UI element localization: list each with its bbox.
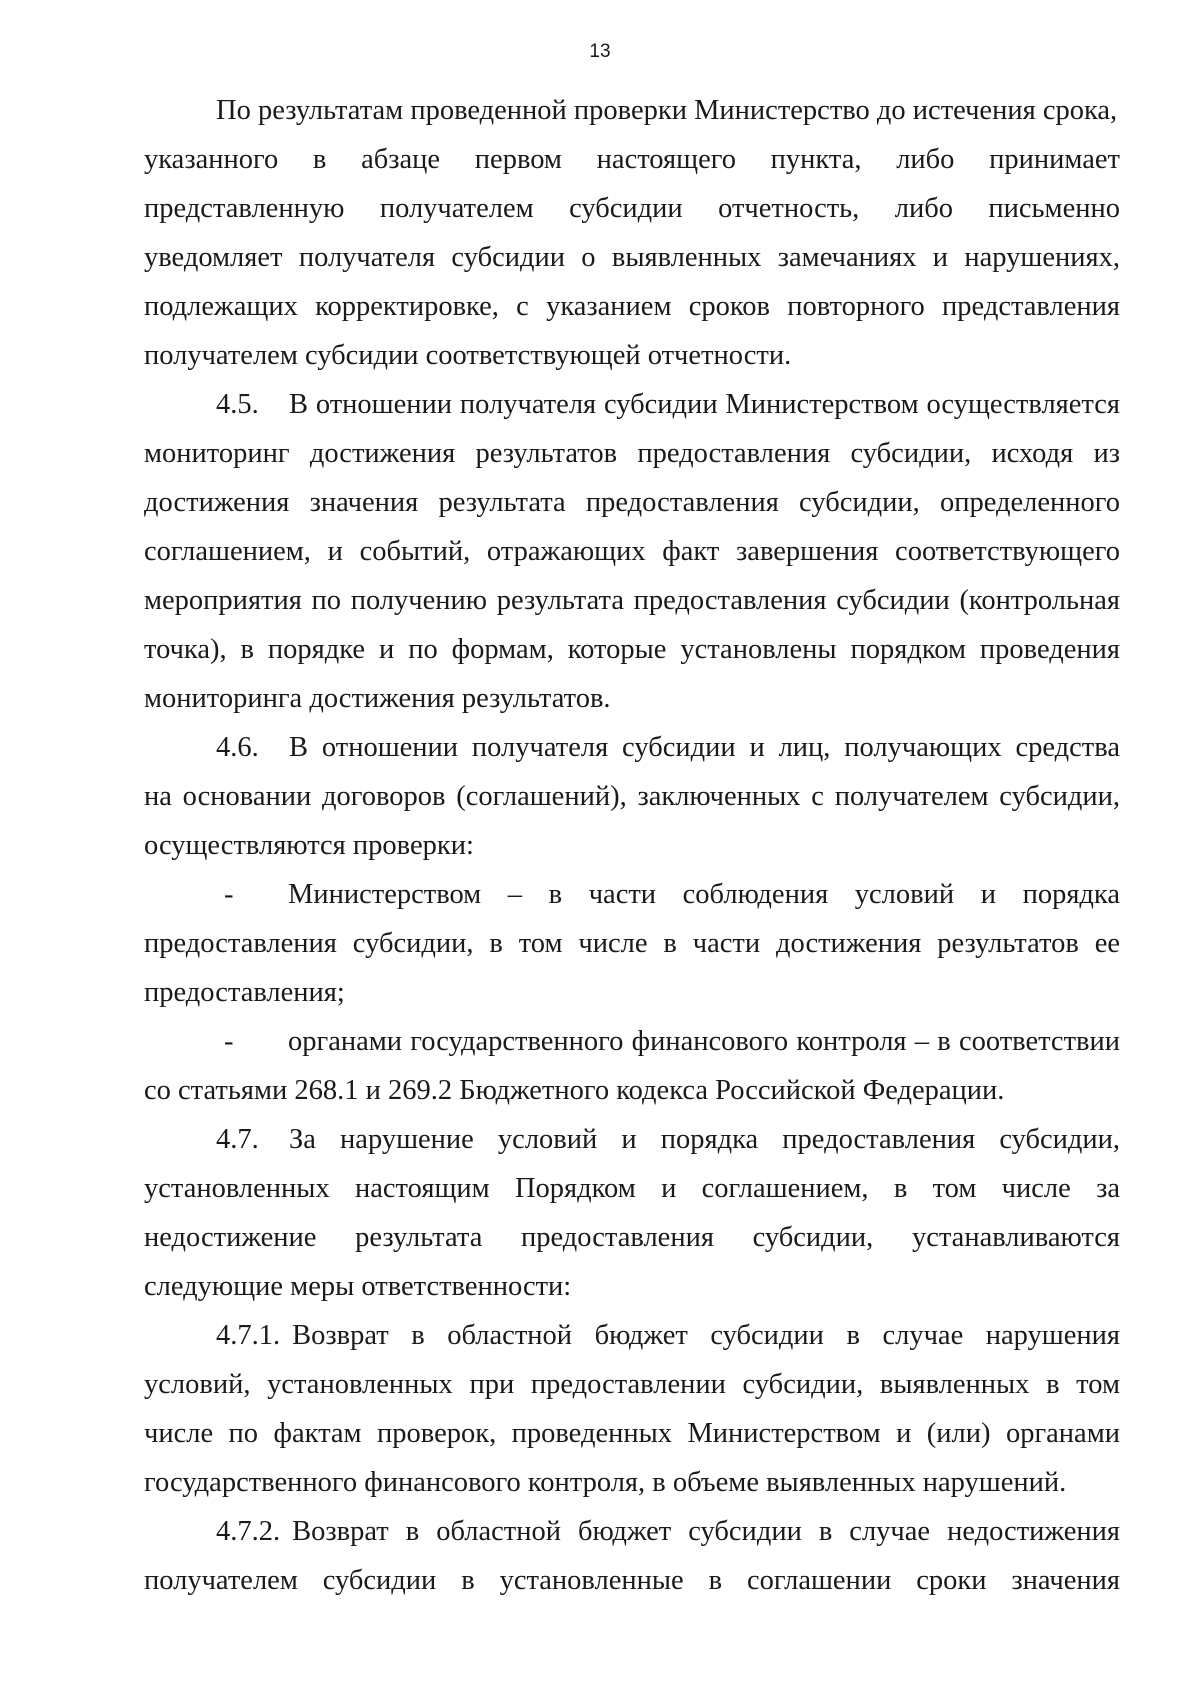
text-line: получателем субсидии в установленные в соглашении сроки значения: [144, 1565, 1120, 1596]
text-line: следующие меры ответственности:: [144, 1271, 572, 1302]
clause-number: 4.7.1.: [216, 1320, 281, 1351]
paragraph-4-5: [144, 380, 1120, 723]
clause-number: 4.7.: [216, 1124, 259, 1155]
text-line: установленных настоящим Порядком и соглашением, в том числе за: [144, 1173, 1120, 1204]
text-line-content: В отношении получателя субсидии и лиц, получающих средства: [289, 732, 1120, 763]
text-line: [144, 723, 1120, 772]
clause-number: 4.7.2.: [216, 1516, 281, 1547]
document-body: [144, 86, 1120, 1605]
text-line: предоставления субсидии, в том числе в части достижения результатов ее: [144, 928, 1120, 959]
text-line: уведомляет получателя субсидии о выявленных замечаниях и нарушениях,: [144, 242, 1120, 273]
text-line: государственного финансового контроля, в объеме выявленных нарушений.: [144, 1467, 1067, 1498]
text-line: достижения значения результата предоставления субсидии, определенного: [144, 487, 1120, 518]
text-line: [144, 1507, 1120, 1556]
list-dash: -: [224, 1026, 234, 1057]
text-line: подлежащих корректировке, с указанием сроков повторного представления: [144, 291, 1120, 322]
text-line: мониторинг достижения результатов предоставления субсидии, исходя из: [144, 438, 1120, 469]
text-line: недостижение результата предоставления субсидии, устанавливаются: [144, 1222, 1120, 1253]
text-line: со статьями 268.1 и 269.2 Бюджетного кодекса Российской Федерации.: [144, 1075, 1005, 1106]
text-line: [144, 1017, 1120, 1066]
list-item-financial-control: [144, 1017, 1120, 1115]
text-line: указанного в абзаце первом настоящего пункта, либо принимает: [144, 144, 1120, 175]
text-line-content: Возврат в областной бюджет субсидии в случае недостижения: [292, 1516, 1120, 1547]
text-line-content: За нарушение условий и порядка предоставления субсидии,: [289, 1124, 1120, 1155]
text-line: мониторинга достижения результатов.: [144, 683, 611, 714]
text-line: [144, 380, 1120, 429]
text-line: точка), в порядке и по формам, которые установлены порядком проведения: [144, 634, 1120, 665]
text-line-content: В отношении получателя субсидии Министерством осуществляется: [289, 389, 1120, 420]
text-line: По результатам проведенной проверки Министерство до истечения срока,: [216, 95, 1118, 126]
text-line: [144, 1311, 1120, 1360]
clause-number: 4.6.: [216, 732, 259, 763]
text-line-content: Возврат в областной бюджет субсидии в случае нарушения: [292, 1320, 1120, 1351]
text-line: осуществляются проверки:: [144, 830, 474, 861]
text-line: числе по фактам проверок, проведенных Министерством и (или) органами: [144, 1418, 1120, 1449]
text-line: на основании договоров (соглашений), заключенных с получателем субсидии,: [144, 781, 1120, 812]
text-line: мероприятия по получению результата предоставления субсидии (контрольная: [144, 585, 1120, 616]
text-line-content: органами государственного финансового контроля – в соответствии: [288, 1026, 1120, 1057]
text-line: представленную получателем субсидии отчетность, либо письменно: [144, 193, 1120, 224]
text-line: соглашением, и событий, отражающих факт завершения соответствующего: [144, 536, 1120, 567]
paragraph-4-7-1: [144, 1311, 1120, 1507]
text-line: условий, установленных при предоставлении субсидии, выявленных в том: [144, 1369, 1120, 1400]
page-number: 13: [589, 41, 611, 62]
clause-number: 4.5.: [216, 389, 259, 420]
paragraph-4-7-2: [144, 1507, 1120, 1605]
list-dash: -: [224, 879, 234, 910]
text-line: получателем субсидии соответствующей отчетности.: [144, 340, 792, 371]
paragraph-4-6: [144, 723, 1120, 870]
text-line: предоставления;: [144, 977, 345, 1008]
paragraph-4-7: [144, 1115, 1120, 1311]
list-item-ministry: [144, 870, 1120, 1017]
text-line: [144, 870, 1120, 919]
paragraph-verification-result: [144, 86, 1120, 380]
text-line-content: Министерством – в части соблюдения условий и порядка: [288, 879, 1120, 910]
text-line: [144, 1115, 1120, 1164]
